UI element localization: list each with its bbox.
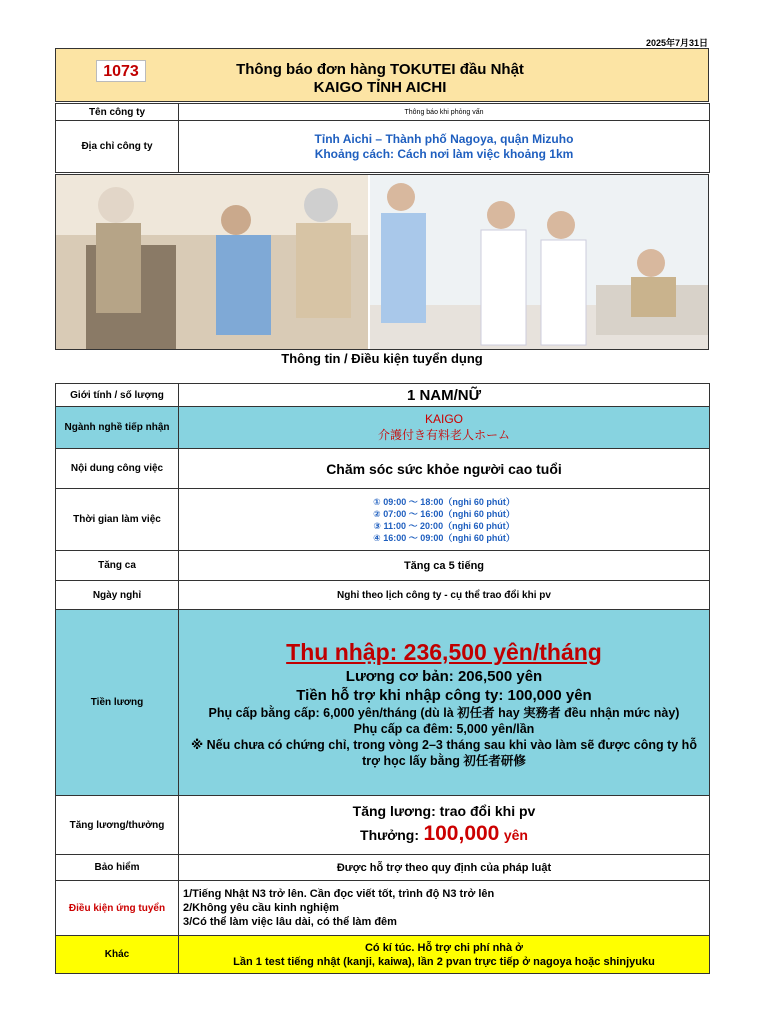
insurance-value: Được hỗ trợ theo quy định của pháp luật xyxy=(179,855,710,881)
title-line-1: Thông báo đơn hàng TOKUTEI đầu Nhật xyxy=(236,61,524,78)
job-label: Ngành nghề tiếp nhận xyxy=(56,407,179,449)
other-value xyxy=(179,936,710,974)
bonus-amount: 100,000 xyxy=(423,822,500,845)
shift-item: ① 09:00 ～ 18:00（nghỉ 60 phút） xyxy=(373,496,515,507)
bonus-unit: yên xyxy=(503,827,528,843)
condition-item: 3/Có thể làm việc lâu dài, có thể làm đêm xyxy=(183,916,397,928)
overtime-value: Tăng ca 5 tiếng xyxy=(179,551,710,581)
job-value xyxy=(179,407,710,449)
raise-text: Tăng lương: trao đổi khi pv xyxy=(352,803,536,819)
salary-certificate-allowance: Phụ cấp bằng cấp: 6,000 yên/tháng (dù là 初任者 hay 実務者 đều nhận mức này) xyxy=(208,705,680,720)
order-code: 1073 xyxy=(96,60,146,82)
work-time-label: Thời gian làm việc xyxy=(56,489,179,551)
recruitment-table xyxy=(55,383,710,974)
title-line-2: KAIGO TỈNH AICHI xyxy=(313,79,447,96)
shift-item: ④ 16:00 ～ 09:00（nghỉ 60 phút） xyxy=(373,532,515,543)
conditions-value xyxy=(179,881,710,936)
page-title xyxy=(180,61,580,97)
condition-item: 2/Không yêu cầu kinh nghiệm xyxy=(183,902,339,914)
bonus-prefix: Thưởng: xyxy=(360,827,419,843)
insurance-label: Bảo hiểm xyxy=(56,855,179,881)
work-time-value xyxy=(179,489,710,551)
other-line-2: Lần 1 test tiếng nhật (kanji, kaiwa), lần 2 pvan trực tiếp ở nagoya hoặc shinjyuku xyxy=(233,955,655,968)
content-label: Nội dung công việc xyxy=(56,449,179,489)
company-address-value xyxy=(179,121,710,173)
shift-item: ② 07:00 ～ 16:00（nghỉ 60 phút） xyxy=(373,508,515,519)
caregiving-photos xyxy=(55,174,709,350)
gender-value: 1 NAM/NỮ xyxy=(179,384,710,407)
other-line-1: Có kí túc. Hỗ trợ chi phí nhà ở xyxy=(364,941,524,954)
dayoff-value: Nghỉ theo lịch công ty - cụ thể trao đổi khi pv xyxy=(179,581,710,610)
gender-label: Giới tính / số lượng xyxy=(56,384,179,407)
company-table xyxy=(55,103,710,173)
content-value: Chăm sóc sức khỏe người cao tuổi xyxy=(179,449,710,489)
raise-value xyxy=(179,796,710,855)
salary-value xyxy=(179,610,710,796)
job-value-line-1: KAIGO xyxy=(424,412,463,426)
job-value-line-2: 介護付き有料老人ホーム xyxy=(377,428,510,442)
address-line-2: Khoảng cách: Cách nơi làm việc khoảng 1km xyxy=(314,146,574,161)
salary-base: Lương cơ bản: 206,500 yên xyxy=(345,667,543,685)
company-name-value: Thông báo khi phỏng vấn xyxy=(179,104,710,121)
conditions-label: Điều kiện ứng tuyển xyxy=(56,881,179,936)
salary-label: Tiền lương xyxy=(56,610,179,796)
shift-item: ③ 11:00 ～ 20:00（nghỉ 60 phút） xyxy=(373,520,515,531)
company-address-label: Địa chỉ công ty xyxy=(56,121,179,173)
salary-total: Thu nhập: 236,500 yên/tháng xyxy=(286,638,602,665)
other-label: Khác xyxy=(56,936,179,974)
overtime-label: Tăng ca xyxy=(56,551,179,581)
section-title: Thông tin / Điều kiện tuyển dụng xyxy=(281,351,483,366)
dayoff-label: Ngày nghỉ xyxy=(56,581,179,610)
document-date: 2025年7月31日 xyxy=(645,38,708,48)
bonus-text xyxy=(183,821,705,849)
company-name-label: Tên công ty xyxy=(56,104,179,121)
salary-night-allowance: Phụ cấp ca đêm: 5,000 yên/lần xyxy=(353,721,535,736)
caregiving-photo-illustration xyxy=(56,175,709,350)
condition-item: 1/Tiếng Nhật N3 trở lên. Cần đọc viết tốt, trình độ N3 trở lên xyxy=(183,888,495,900)
salary-support: Tiền hỗ trợ khi nhập công ty: 100,000 yên xyxy=(296,686,592,704)
address-line-1: Tỉnh Aichi – Thành phố Nagoya, quận Mizuho xyxy=(314,131,574,146)
salary-note: ※ Nếu chưa có chứng chỉ, trong vòng 2–3 tháng sau khi vào làm sẽ được công ty hỗ trợ học lấy bằng 初任者研修 xyxy=(191,737,697,768)
raise-label: Tăng lương/thưởng xyxy=(56,796,179,855)
